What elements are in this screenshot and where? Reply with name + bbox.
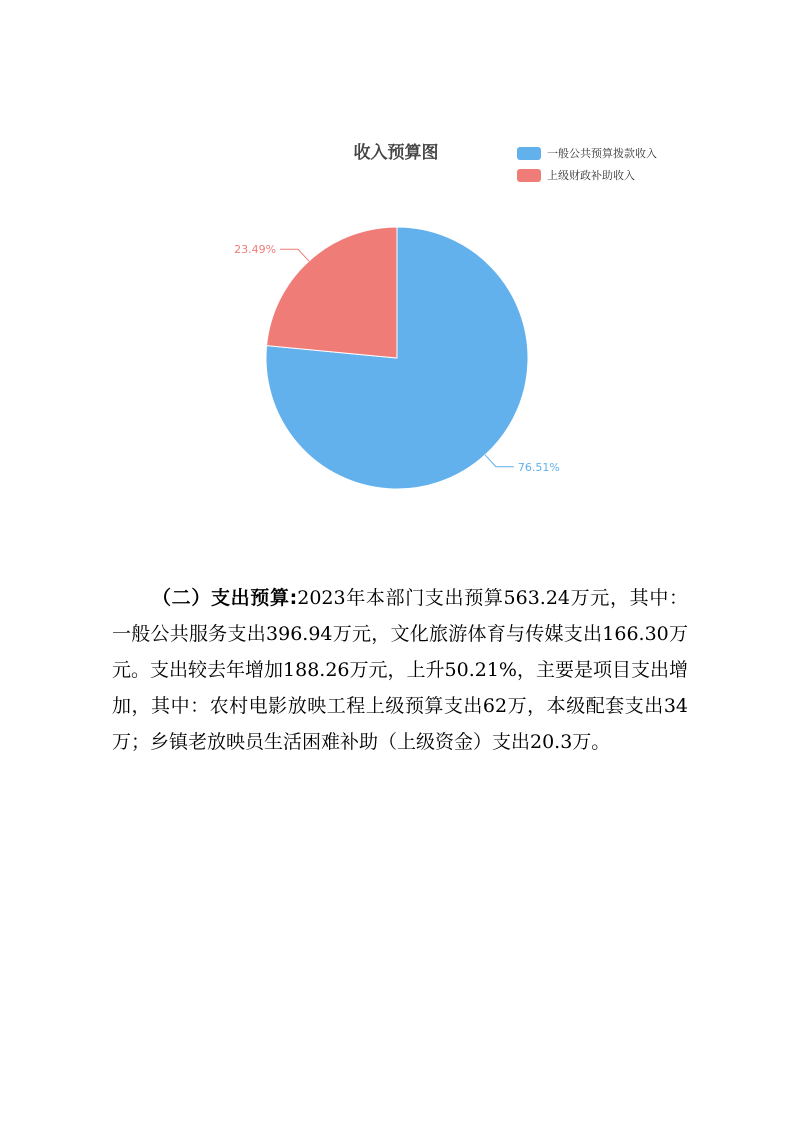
income-budget-chart <box>0 0 793 520</box>
pie-chart <box>0 0 793 520</box>
legend-label-general-budget: 一般公共预算拨款收入 <box>547 147 657 160</box>
chart-title: 收入预算图 <box>353 143 439 163</box>
section-text: 2023年本部门支出预算563.24万元，其中：一般公共服务支出396.94万元，文化旅游体育与传媒支出166.30万元。支出较去年增加188.26万元，上升50.21%，主要是项目支出增加，其中：农村电影放映工程上级预算支出62万，本级配套支出34万；乡镇老放映员生活困难补助（上级资金）支出20.3万。 <box>112 587 688 753</box>
section-heading: （二）支出预算: <box>152 587 298 609</box>
legend-label-superior-subsidy: 上级财政补助收入 <box>547 169 635 182</box>
pie-label-general-budget: 76.51% <box>517 460 560 474</box>
pie-leader-line-superior-subsidy <box>280 249 309 261</box>
pie-label-superior-subsidy: 23.49% <box>234 243 277 257</box>
pie-slice-superior-subsidy[interactable] <box>267 227 397 358</box>
pie-leader-line-general-budget <box>485 455 514 467</box>
expenditure-budget-paragraph <box>112 580 688 760</box>
